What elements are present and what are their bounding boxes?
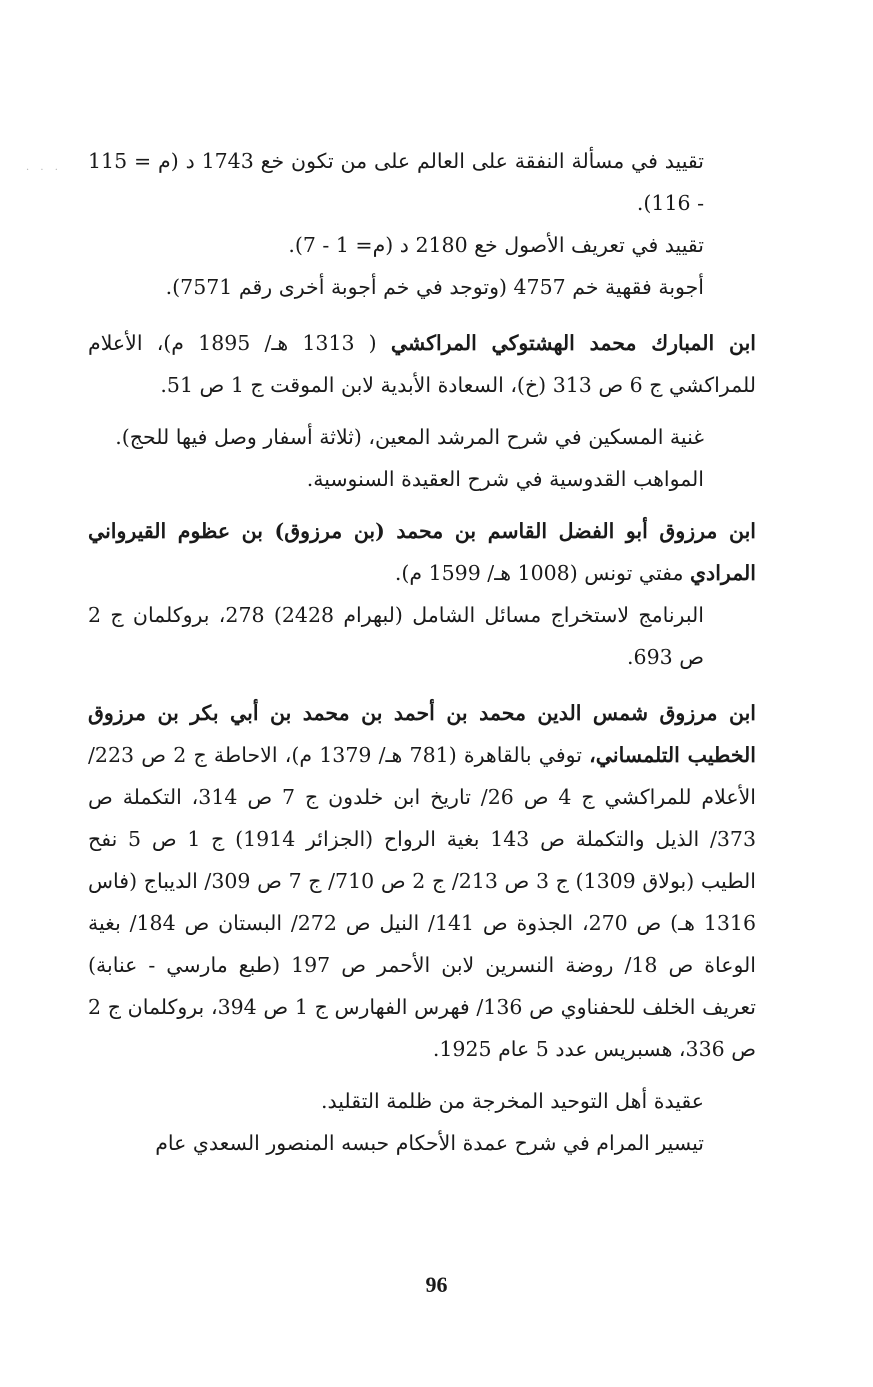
paragraph-aqidat-ahl-al-tawhid bbox=[88, 1080, 756, 1122]
paragraph-taqyid-usul bbox=[88, 224, 756, 266]
entry-ibn-marzuq-shams-al-din bbox=[88, 692, 756, 1070]
paragraph-text: المواهب القدوسية في شرح العقيدة السنوسية. bbox=[306, 467, 704, 491]
paragraph-text: تقييد في مسألة النفقة على العالم على من تكون خع 1743 د (م = 115 - 116). bbox=[88, 149, 705, 215]
entry-heading: ابن المبارك محمد الهشتوكي المراكشي bbox=[390, 331, 756, 355]
scan-speck: · · · bbox=[26, 165, 62, 176]
paragraph-taysir-al-maram bbox=[88, 1122, 756, 1164]
entry-ibn-al-mubarak bbox=[88, 322, 756, 406]
entry-heading: ابن مرزوق أبو الفضل القاسم بن محمد (بن مرزوق) بن عظوم القيرواني المرادي bbox=[88, 519, 756, 585]
paragraph-text: تيسير المرام في شرح عمدة الأحكام حبسه المنصور السعدي عام bbox=[155, 1131, 704, 1155]
document-body bbox=[88, 140, 756, 1164]
entry-text: توفي بالقاهرة (781 هـ/ 1379 م)، الاحاطة ج 2 ص 223/ الأعلام للمراكشي ج 4 ص 26/ تاريخ ابن خلدون ج 7 ص 314، التكملة ص 373/ الذيل والتكملة ص 143 بغية الرواح (الجزائر 1914) ج 1 ص 5 نفح الطيب (بولاق 1309) ج 3 ص 213/ ج 2 ص 710/ ج 7 ص 309/ الديباج (فاس 1316 هـ) ص 270، الجذوة ص 141/ النيل ص 272/ البستان ص 184/ بغية الوعاة ص 18/ روضة النسرين لابن الأحمر ص 197 (طبع مارسي - عنابة) تعريف الخلف للحفناوي ص 136/ فهرس الفهارس ج 1 ص 394، بروكلمان ج 2 ص 336، هسبريس عدد 5 عام 1925. bbox=[88, 743, 757, 1061]
paragraph-text: البرنامج لاستخراج مسائل الشامل (لبهرام 2428) 278، بروكلمان ج 2 ص 693. bbox=[88, 603, 704, 669]
page-number: 96 bbox=[425, 1272, 448, 1297]
paragraph-text: عقيدة أهل التوحيد المخرجة من ظلمة التقليد. bbox=[320, 1089, 704, 1113]
paragraph-ghunyat-al-miskin bbox=[88, 416, 756, 458]
entry-text: مفتي تونس (1008 هـ/ 1599 م). bbox=[394, 561, 691, 585]
paragraph-al-barnamaj bbox=[88, 594, 756, 678]
entry-heading: ابن مرزوق شمس الدين محمد بن أحمد بن محمد بن أبي بكر بن مرزوق الخطيب التلمساني، bbox=[88, 701, 756, 767]
paragraph-text: أجوبة فقهية خم 4757 (وتوجد في خم أجوبة أخرى رقم 7571). bbox=[165, 275, 704, 299]
paragraph-ajwiba-fiqhiyya bbox=[88, 266, 756, 308]
paragraph-taqyid-nafaqa bbox=[88, 140, 756, 224]
paragraph-text: غنية المسكين في شرح المرشد المعين، (ثلاثة أسفار وصل فيها للحج). bbox=[115, 425, 704, 449]
entry-ibn-marzuq-abu-al-fadl bbox=[88, 510, 756, 594]
paragraph-text: تقييد في تعريف الأصول خع 2180 د (م= 1 - 7). bbox=[288, 233, 704, 257]
entry-text: ( 1313 هـ/ 1895 م)، الأعلام للمراكشي ج 6 ص 313 (خ)، السعادة الأبدية لابن الموقت ج 1 ص 51. bbox=[88, 331, 756, 397]
paragraph-al-mawahib bbox=[88, 458, 756, 500]
